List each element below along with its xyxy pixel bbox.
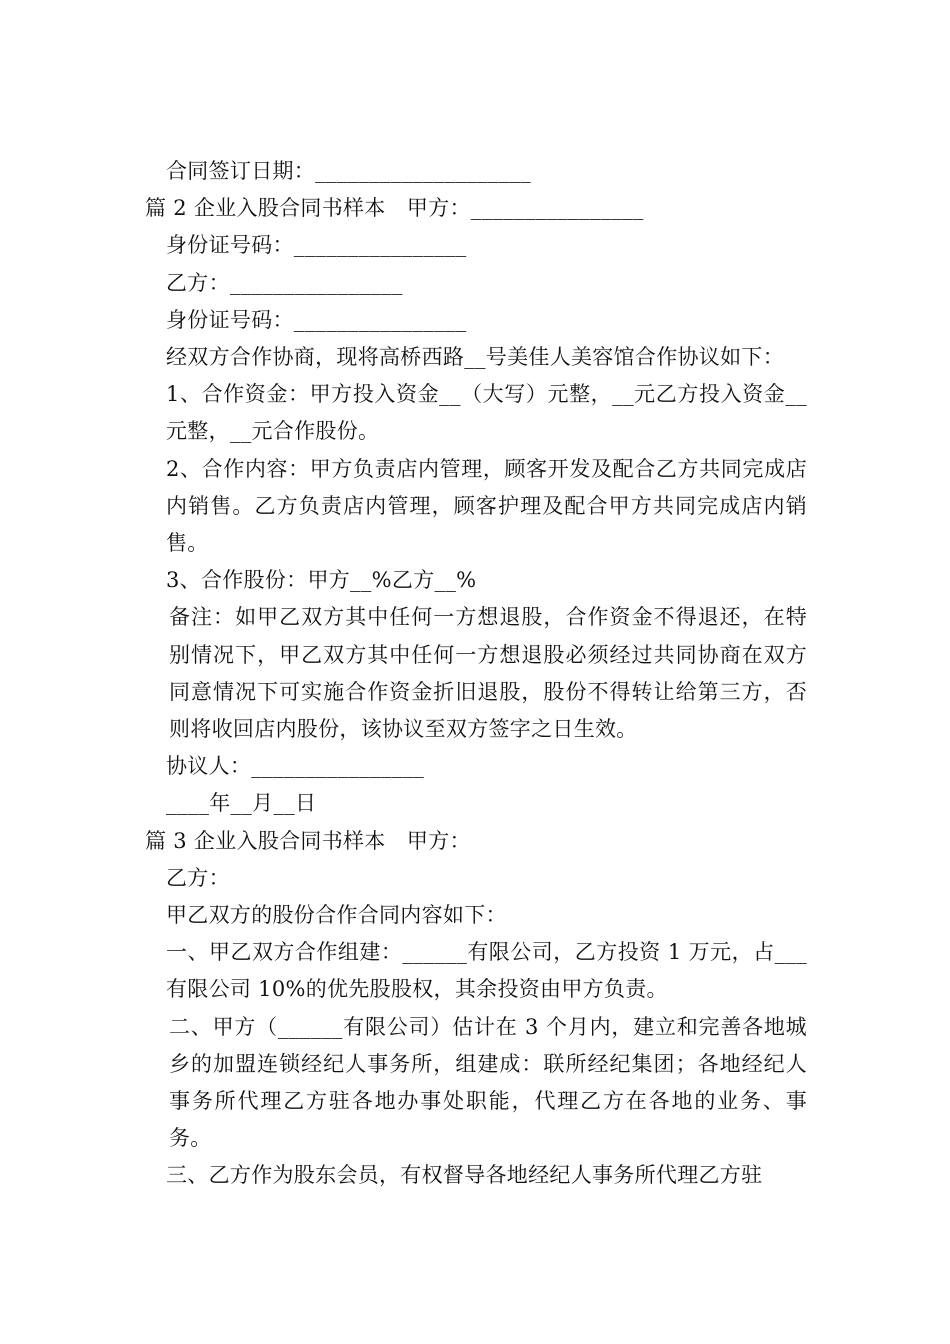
section-heading: 篇 2 企业入股合同书样本 甲方：________________: [145, 196, 644, 221]
paragraph: ____年__月__日: [166, 791, 317, 816]
paragraph: 身份证号码：________________: [166, 307, 467, 332]
paragraph: 身份证号码：________________: [166, 233, 467, 258]
paragraph: 甲乙双方的股份合作合同内容如下：: [166, 903, 507, 928]
paragraph: 一、甲乙双方合作组建：______有限公司，乙方投资 1 万元，占___有限公司 10%的优先股股权，其余投资由甲方负责。: [166, 940, 807, 1002]
paragraph: 1、合作资金：甲方投入资金__（大写）元整，__元乙方投入资金__元整，__元合作股份。: [166, 382, 807, 444]
paragraph: 乙方：________________: [166, 270, 403, 295]
paragraph: 3、合作股份：甲方__%乙方__%: [166, 568, 477, 593]
paragraph: 备注：如甲乙双方其中任何一方想退股，合作资金不得退还，在特别情况下，甲乙双方其中任何一方想退股必须经过共同协商在双方同意情况下可实施合作资金折旧退股，股份不得转让给第三方，否则将收回店内股份，该协议至双方签字之日生效。: [169, 605, 807, 742]
paragraph: 合同签订日期：____________________: [166, 159, 532, 183]
paragraph: 三、乙方作为股东会员，有权督导各地经纪人事务所代理乙方驻: [166, 1163, 763, 1188]
paragraph: 经双方合作协商，现将高桥西路__号美佳人美容馆合作协议如下：: [166, 345, 784, 370]
section-heading: 篇 3 企业入股合同书样本 甲方：: [145, 828, 471, 853]
paragraph: 乙方：: [166, 865, 230, 890]
paragraph: 二、甲方（______有限公司）估计在 3 个月内，建立和完善各地城乡的加盟连锁经纪人事务所，组建成：联所经纪集团；各地经纪人事务所代理乙方驻各地办事处职能，代理乙方在各地的业务、事务。: [169, 1014, 807, 1151]
document-body: [145, 153, 807, 1195]
paragraph: 2、合作内容：甲方负责店内管理，顾客开发及配合乙方共同完成店内销售。乙方负责店内管理，顾客护理及配合甲方共同完成店内销售。: [166, 456, 807, 556]
paragraph: 协议人：________________: [166, 754, 424, 779]
